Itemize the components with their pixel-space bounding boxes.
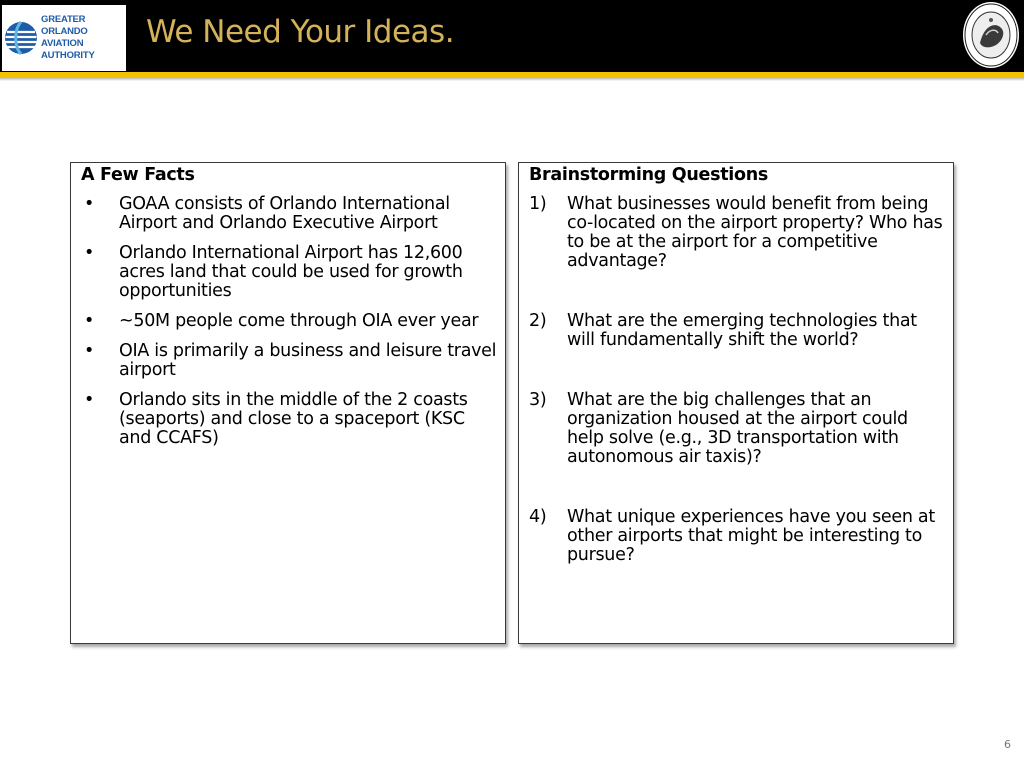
facts-list <box>81 195 497 459</box>
fact-item <box>81 391 497 448</box>
ucf-seal-icon <box>962 1 1020 69</box>
fact-text: OIA is primarily a business and leisure travel airport <box>119 341 497 380</box>
question-number: 4) <box>529 507 547 527</box>
goaa-logo-line2: AVIATION AUTHORITY <box>41 38 95 61</box>
question-item <box>529 508 945 565</box>
question-number: 2) <box>529 311 547 331</box>
facts-heading: A Few Facts <box>81 165 195 185</box>
question-text: What businesses would benefit from being co-located on the airport property? Who has to be at the airport for a competitive advantage? <box>567 194 943 271</box>
question-item <box>529 312 945 350</box>
question-number: 1) <box>529 194 547 214</box>
fact-item <box>81 195 497 233</box>
page-number: 6 <box>1004 738 1011 751</box>
header-shadow <box>0 78 1024 81</box>
question-text: What are the big challenges that an organization housed at the airport could help solve (e.g., 3D transportation with autonomous air taxis)? <box>567 390 908 467</box>
bullet-icon: • <box>84 311 95 331</box>
questions-panel <box>518 162 954 644</box>
fact-item <box>81 312 497 331</box>
goaa-logo <box>2 5 126 71</box>
goaa-logo-line1: GREATER ORLANDO <box>41 14 88 37</box>
fact-text: Orlando International Airport has 12,600 acres land that could be used for growth opportunities <box>119 243 463 301</box>
bullet-icon: • <box>84 194 95 214</box>
bullet-icon: • <box>84 341 95 361</box>
fact-text: GOAA consists of Orlando International Airport and Orlando Executive Airport <box>119 194 450 233</box>
bullet-icon: • <box>84 243 95 263</box>
fact-text: Orlando sits in the middle of the 2 coasts (seaports) and close to a spaceport (KSC and CCAFS) <box>119 390 468 448</box>
question-number: 3) <box>529 390 547 410</box>
page-title: We Need Your Ideas. <box>146 14 455 50</box>
fact-text: ~50M people come through OIA ever year <box>119 311 479 331</box>
goaa-globe-icon <box>4 21 38 55</box>
facts-panel <box>70 162 506 644</box>
fact-item <box>81 342 497 380</box>
question-text: What are the emerging technologies that will fundamentally shift the world? <box>567 311 917 350</box>
questions-heading: Brainstorming Questions <box>529 165 768 185</box>
bullet-icon: • <box>84 390 95 410</box>
question-item <box>529 391 945 467</box>
question-item <box>529 195 945 271</box>
fact-item <box>81 244 497 301</box>
goaa-logo-text <box>41 14 126 62</box>
question-text: What unique experiences have you seen at other airports that might be interesting to pursue? <box>567 507 935 565</box>
questions-list <box>529 195 945 576</box>
